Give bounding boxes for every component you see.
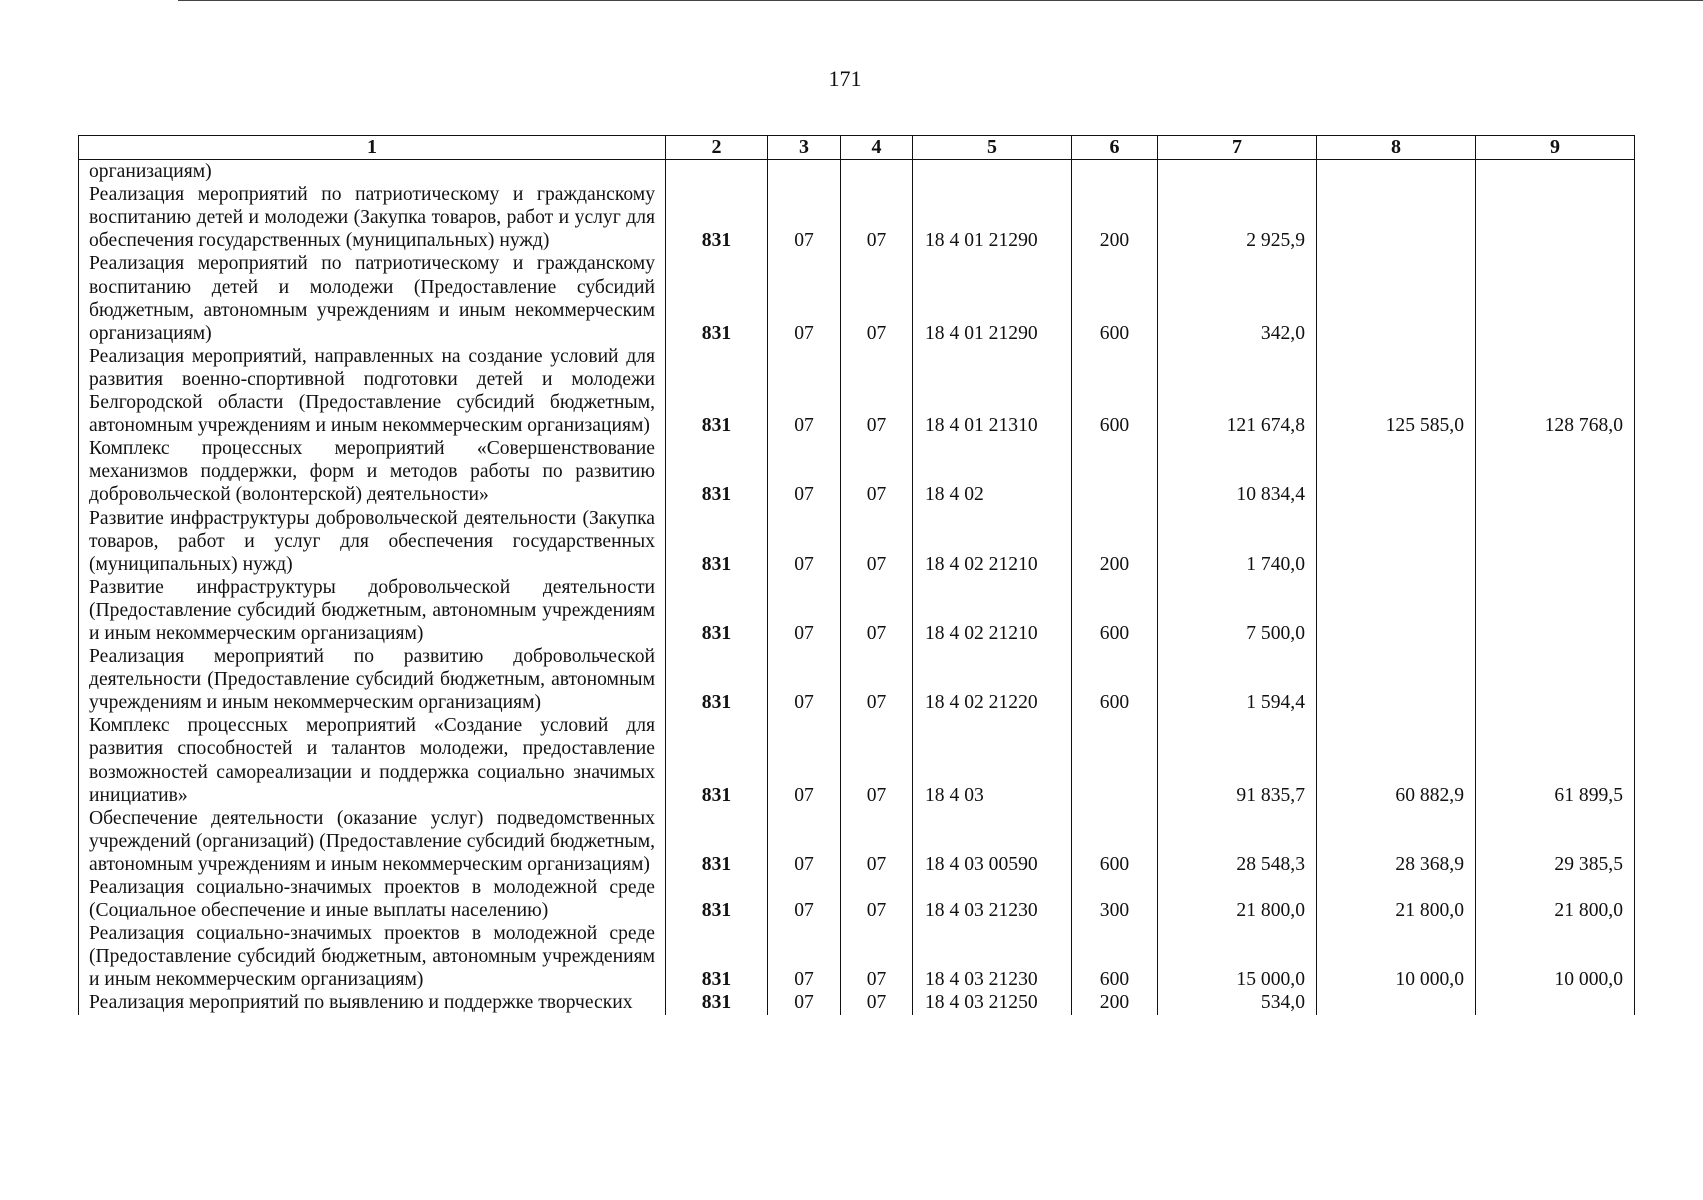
section-code: 07 <box>768 576 841 645</box>
expense-type: 200 <box>1072 183 1158 252</box>
target-article <box>913 160 1072 184</box>
amount-col-7: 15 000,0 <box>1158 922 1317 991</box>
amount-col-7: 342,0 <box>1158 252 1317 344</box>
amount-col-9: 21 800,0 <box>1476 876 1635 922</box>
admin-code: 831 <box>666 576 768 645</box>
admin-code: 831 <box>666 645 768 714</box>
target-article: 18 4 03 21250 <box>913 991 1072 1014</box>
target-article: 18 4 01 21290 <box>913 183 1072 252</box>
expense-type <box>1072 160 1158 184</box>
amount-col-8: 10 000,0 <box>1317 922 1476 991</box>
amount-col-7: 7 500,0 <box>1158 576 1317 645</box>
expense-type: 200 <box>1072 991 1158 1014</box>
amount-col-7: 21 800,0 <box>1158 876 1317 922</box>
expense-type: 600 <box>1072 807 1158 876</box>
amount-col-9 <box>1476 160 1635 184</box>
expense-type <box>1072 437 1158 506</box>
header-col-3: 3 <box>768 136 841 160</box>
row-name: Обеспечение деятельности (оказание услуг) подведомственных учреждений (организаций) (Предоставление субсидий бюджетным, автономным учреждениям и иным некоммерческим организациям) <box>79 807 666 876</box>
target-article: 18 4 02 21210 <box>913 576 1072 645</box>
target-article: 18 4 03 21230 <box>913 876 1072 922</box>
amount-col-8 <box>1317 576 1476 645</box>
subsection-code: 07 <box>841 922 913 991</box>
table-row <box>79 807 1635 876</box>
admin-code: 831 <box>666 876 768 922</box>
row-name: Комплекс процессных мероприятий «Создание условий для развития способностей и талантов молодежи, предоставление возможностей самореализации и поддержка социально значимых инициатив» <box>79 714 666 806</box>
amount-col-7 <box>1158 160 1317 184</box>
section-code: 07 <box>768 183 841 252</box>
amount-col-7: 121 674,8 <box>1158 345 1317 437</box>
section-code: 07 <box>768 922 841 991</box>
amount-col-8 <box>1317 252 1476 344</box>
expense-type: 600 <box>1072 645 1158 714</box>
table-row <box>79 160 1635 184</box>
admin-code: 831 <box>666 437 768 506</box>
amount-col-9 <box>1476 576 1635 645</box>
amount-col-9 <box>1476 183 1635 252</box>
amount-col-9 <box>1476 645 1635 714</box>
header-col-8: 8 <box>1317 136 1476 160</box>
row-name: Реализация мероприятий по патриотическому и гражданскому воспитанию детей и молодежи (Предоставление субсидий бюджетным, автономным учреждениям и иным некоммерческим организациям) <box>79 252 666 344</box>
header-col-7: 7 <box>1158 136 1317 160</box>
subsection-code: 07 <box>841 252 913 344</box>
header-col-6: 6 <box>1072 136 1158 160</box>
table-row <box>79 645 1635 714</box>
subsection-code: 07 <box>841 183 913 252</box>
target-article: 18 4 03 00590 <box>913 807 1072 876</box>
amount-col-7: 2 925,9 <box>1158 183 1317 252</box>
subsection-code <box>841 160 913 184</box>
amount-col-8 <box>1317 991 1476 1014</box>
amount-col-9: 128 768,0 <box>1476 345 1635 437</box>
target-article: 18 4 01 21290 <box>913 252 1072 344</box>
amount-col-8: 28 368,9 <box>1317 807 1476 876</box>
amount-col-8 <box>1317 507 1476 576</box>
table-row <box>79 345 1635 437</box>
expense-type: 600 <box>1072 252 1158 344</box>
admin-code: 831 <box>666 507 768 576</box>
row-name: Реализация мероприятий по выявлению и поддержке творческих <box>79 991 666 1014</box>
amount-col-9: 29 385,5 <box>1476 807 1635 876</box>
section-code: 07 <box>768 507 841 576</box>
table-row <box>79 714 1635 806</box>
amount-col-9 <box>1476 507 1635 576</box>
header-row <box>79 136 1635 160</box>
table-row <box>79 252 1635 344</box>
admin-code: 831 <box>666 345 768 437</box>
table-row <box>79 507 1635 576</box>
target-article: 18 4 02 <box>913 437 1072 506</box>
header-col-4: 4 <box>841 136 913 160</box>
table-row <box>79 876 1635 922</box>
top-rule <box>178 0 1703 1</box>
amount-col-7: 534,0 <box>1158 991 1317 1014</box>
header-col-5: 5 <box>913 136 1072 160</box>
amount-col-8: 21 800,0 <box>1317 876 1476 922</box>
section-code: 07 <box>768 714 841 806</box>
amount-col-8 <box>1317 183 1476 252</box>
subsection-code: 07 <box>841 991 913 1014</box>
section-code: 07 <box>768 807 841 876</box>
row-name: Реализация мероприятий, направленных на создание условий для развития военно-спортивной подготовки детей и молодежи Белгородской области (Предоставление субсидий бюджетным, автономным учреждениям и иным некоммерческим организациям) <box>79 345 666 437</box>
row-name: Развитие инфраструктуры добровольческой деятельности (Предоставление субсидий бюджетным, автономным учреждениям и иным некоммерческим организациям) <box>79 576 666 645</box>
expense-type: 300 <box>1072 876 1158 922</box>
subsection-code: 07 <box>841 507 913 576</box>
header-col-2: 2 <box>666 136 768 160</box>
admin-code: 831 <box>666 183 768 252</box>
expense-type <box>1072 714 1158 806</box>
amount-col-9: 10 000,0 <box>1476 922 1635 991</box>
subsection-code: 07 <box>841 645 913 714</box>
target-article: 18 4 03 21230 <box>913 922 1072 991</box>
section-code: 07 <box>768 345 841 437</box>
budget-table <box>78 135 1635 1015</box>
admin-code <box>666 160 768 184</box>
amount-col-9 <box>1476 991 1635 1014</box>
subsection-code: 07 <box>841 437 913 506</box>
admin-code: 831 <box>666 714 768 806</box>
section-code: 07 <box>768 645 841 714</box>
row-name: Развитие инфраструктуры добровольческой деятельности (Закупка товаров, работ и услуг для обеспечения государственных (муниципальных) нужд) <box>79 507 666 576</box>
amount-col-8 <box>1317 437 1476 506</box>
table-row <box>79 183 1635 252</box>
page-number: 171 <box>828 66 862 91</box>
table-body <box>79 160 1635 1015</box>
amount-col-8 <box>1317 160 1476 184</box>
expense-type: 200 <box>1072 507 1158 576</box>
section-code: 07 <box>768 991 841 1014</box>
row-name: Реализация мероприятий по патриотическому и гражданскому воспитанию детей и молодежи (Закупка товаров, работ и услуг для обеспечения государственных (муниципальных) нужд) <box>79 183 666 252</box>
table-row <box>79 437 1635 506</box>
subsection-code: 07 <box>841 345 913 437</box>
target-article: 18 4 01 21310 <box>913 345 1072 437</box>
row-name: Реализация мероприятий по развитию добровольческой деятельности (Предоставление субсидий бюджетным, автономным учреждениям и иным некоммерческим организациям) <box>79 645 666 714</box>
subsection-code: 07 <box>841 807 913 876</box>
expense-type: 600 <box>1072 345 1158 437</box>
header-col-1: 1 <box>79 136 666 160</box>
amount-col-7: 28 548,3 <box>1158 807 1317 876</box>
target-article: 18 4 02 21210 <box>913 507 1072 576</box>
amount-col-8: 125 585,0 <box>1317 345 1476 437</box>
amount-col-9 <box>1476 437 1635 506</box>
admin-code: 831 <box>666 252 768 344</box>
section-code: 07 <box>768 437 841 506</box>
table-row <box>79 576 1635 645</box>
section-code <box>768 160 841 184</box>
subsection-code: 07 <box>841 714 913 806</box>
admin-code: 831 <box>666 991 768 1014</box>
table-row <box>79 922 1635 991</box>
amount-col-7: 1 740,0 <box>1158 507 1317 576</box>
amount-col-8: 60 882,9 <box>1317 714 1476 806</box>
admin-code: 831 <box>666 807 768 876</box>
amount-col-9: 61 899,5 <box>1476 714 1635 806</box>
subsection-code: 07 <box>841 576 913 645</box>
amount-col-7: 91 835,7 <box>1158 714 1317 806</box>
amount-col-9 <box>1476 252 1635 344</box>
admin-code: 831 <box>666 922 768 991</box>
amount-col-7: 10 834,4 <box>1158 437 1317 506</box>
expense-type: 600 <box>1072 576 1158 645</box>
target-article: 18 4 03 <box>913 714 1072 806</box>
section-code: 07 <box>768 252 841 344</box>
table-row <box>79 991 1635 1014</box>
row-name: организациям) <box>79 160 666 184</box>
section-code: 07 <box>768 876 841 922</box>
row-name: Реализация социально-значимых проектов в молодежной среде (Социальное обеспечение и иные выплаты населению) <box>79 876 666 922</box>
amount-col-7: 1 594,4 <box>1158 645 1317 714</box>
row-name: Реализация социально-значимых проектов в молодежной среде (Предоставление субсидий бюджетным, автономным учреждениям и иным некоммерческим организациям) <box>79 922 666 991</box>
subsection-code: 07 <box>841 876 913 922</box>
row-name: Комплекс процессных мероприятий «Совершенствование механизмов поддержки, форм и методов работы по развитию добровольческой (волонтерской) деятельности» <box>79 437 666 506</box>
target-article: 18 4 02 21220 <box>913 645 1072 714</box>
amount-col-8 <box>1317 645 1476 714</box>
expense-type: 600 <box>1072 922 1158 991</box>
header-col-9: 9 <box>1476 136 1635 160</box>
